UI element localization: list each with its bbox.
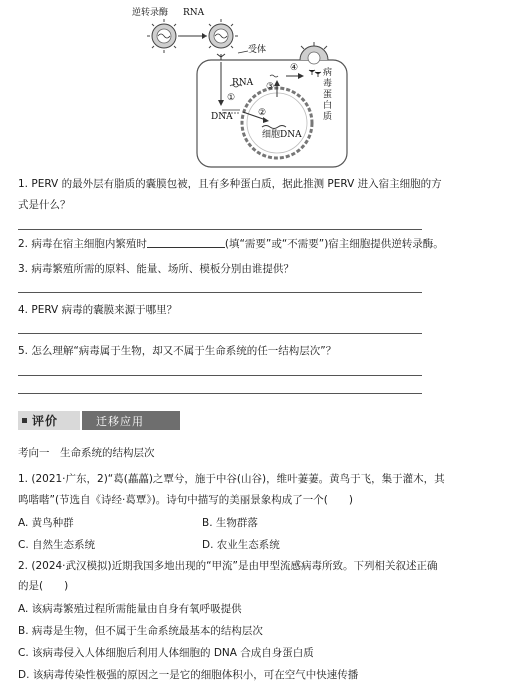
label-receptor: 受体 [248, 45, 267, 55]
label-step4: ④ [290, 63, 299, 73]
receptor-mark [217, 54, 225, 60]
section-subtitle-box [82, 411, 180, 430]
section-bullet-icon [22, 418, 27, 423]
practice-1-option-b: B. 生物群落 [202, 517, 258, 529]
diagram-drawing [0, 0, 513, 175]
label-step3: ③ [266, 82, 275, 92]
viral-protein-marks [309, 70, 321, 77]
practice-2-line2: 的是( ) [18, 580, 69, 592]
answer-line-1 [18, 229, 422, 230]
label-step2: ② [258, 108, 267, 118]
practice-1-option-a: A. 黄鸟种群 [18, 517, 74, 529]
practice-heading: 考向一 生命系统的结构层次 [18, 447, 155, 459]
label-rna-top: RNA [183, 8, 205, 18]
label-step1: ① [227, 93, 236, 103]
practice-2-option-d: D. 该病毒传染性极强的原因之一是它的细胞体积小，可在空气中快速传播 [18, 669, 359, 681]
answer-line-5b [18, 393, 422, 394]
question-2-suffix: (填“需要”或“不需要”)宿主细胞提供逆转录酶。 [224, 238, 444, 250]
virus-particle-middle [204, 19, 238, 48]
question-1-line2: 式是什么？ [18, 199, 71, 211]
section-title: 评价 [32, 414, 59, 428]
question-3: 3. 病毒繁殖所需的原料、能量、场所、模板分别由谁提供？ [18, 263, 294, 275]
answer-line-3 [18, 292, 422, 293]
virus-infection-diagram [0, 0, 513, 175]
question-2 [18, 235, 444, 254]
label-viral-protein: 病毒蛋白质 [323, 68, 333, 122]
nucleus [242, 88, 312, 158]
practice-1-option-c: C. 自然生态系统 [18, 539, 96, 551]
answer-line-4 [18, 333, 422, 334]
section-header [18, 411, 180, 430]
label-host-dna: 细胞DNA [262, 130, 302, 140]
practice-1-line1: 1. (2021·广东，2)“葛(藟藟)之覃兮，施于中谷(山谷)，维叶萋萋。黄鸟于飞，集于灌木，其 [18, 473, 445, 485]
label-reverse-transcriptase: 逆转录酶 [132, 8, 169, 18]
practice-2-line1: 2. (2024·武汉模拟)近期我国多地出现的“甲流”是由甲型流感病毒所致。下列相关叙述正确 [18, 560, 438, 572]
question-5: 5. 怎么理解“病毒属于生物，却又不属于生命系统的任一结构层次”？ [18, 345, 337, 357]
practice-2-option-c: C. 该病毒侵入人体细胞后利用人体细胞的 DNA 合成自身蛋白质 [18, 647, 314, 659]
label-dna: DNA [211, 112, 233, 122]
practice-2-option-a: A. 该病毒繁殖过程所需能量由自身有氧呼吸提供 [18, 603, 242, 615]
question-2-blank[interactable] [147, 237, 225, 248]
section-subtitle: 迁移应用 [96, 415, 144, 428]
label-rna-inside: RNA [232, 78, 254, 88]
question-2-prefix: 2. 病毒在宿主细胞内繁殖时 [18, 238, 147, 250]
answer-line-5a [18, 375, 422, 376]
practice-1-option-d: D. 农业生态系统 [202, 539, 280, 551]
question-1-line1: 1. PERV 的最外层有脂质的囊膜包被，且有多种蛋白质，据此推测 PERV 进入宿主细胞的方 [18, 178, 442, 190]
practice-2-option-b: B. 病毒是生物，但不属于生命系统最基本的结构层次 [18, 625, 263, 637]
practice-1-line2: 鸣喈喈”(节选自《诗经·葛覃》)。诗句中描写的美丽景象构成了一个( ) [18, 494, 353, 506]
virus-particle-left [147, 19, 181, 53]
budding-virus [300, 42, 328, 64]
section-title-box [18, 411, 80, 430]
question-4: 4. PERV 病毒的囊膜来源于哪里？ [18, 304, 178, 316]
